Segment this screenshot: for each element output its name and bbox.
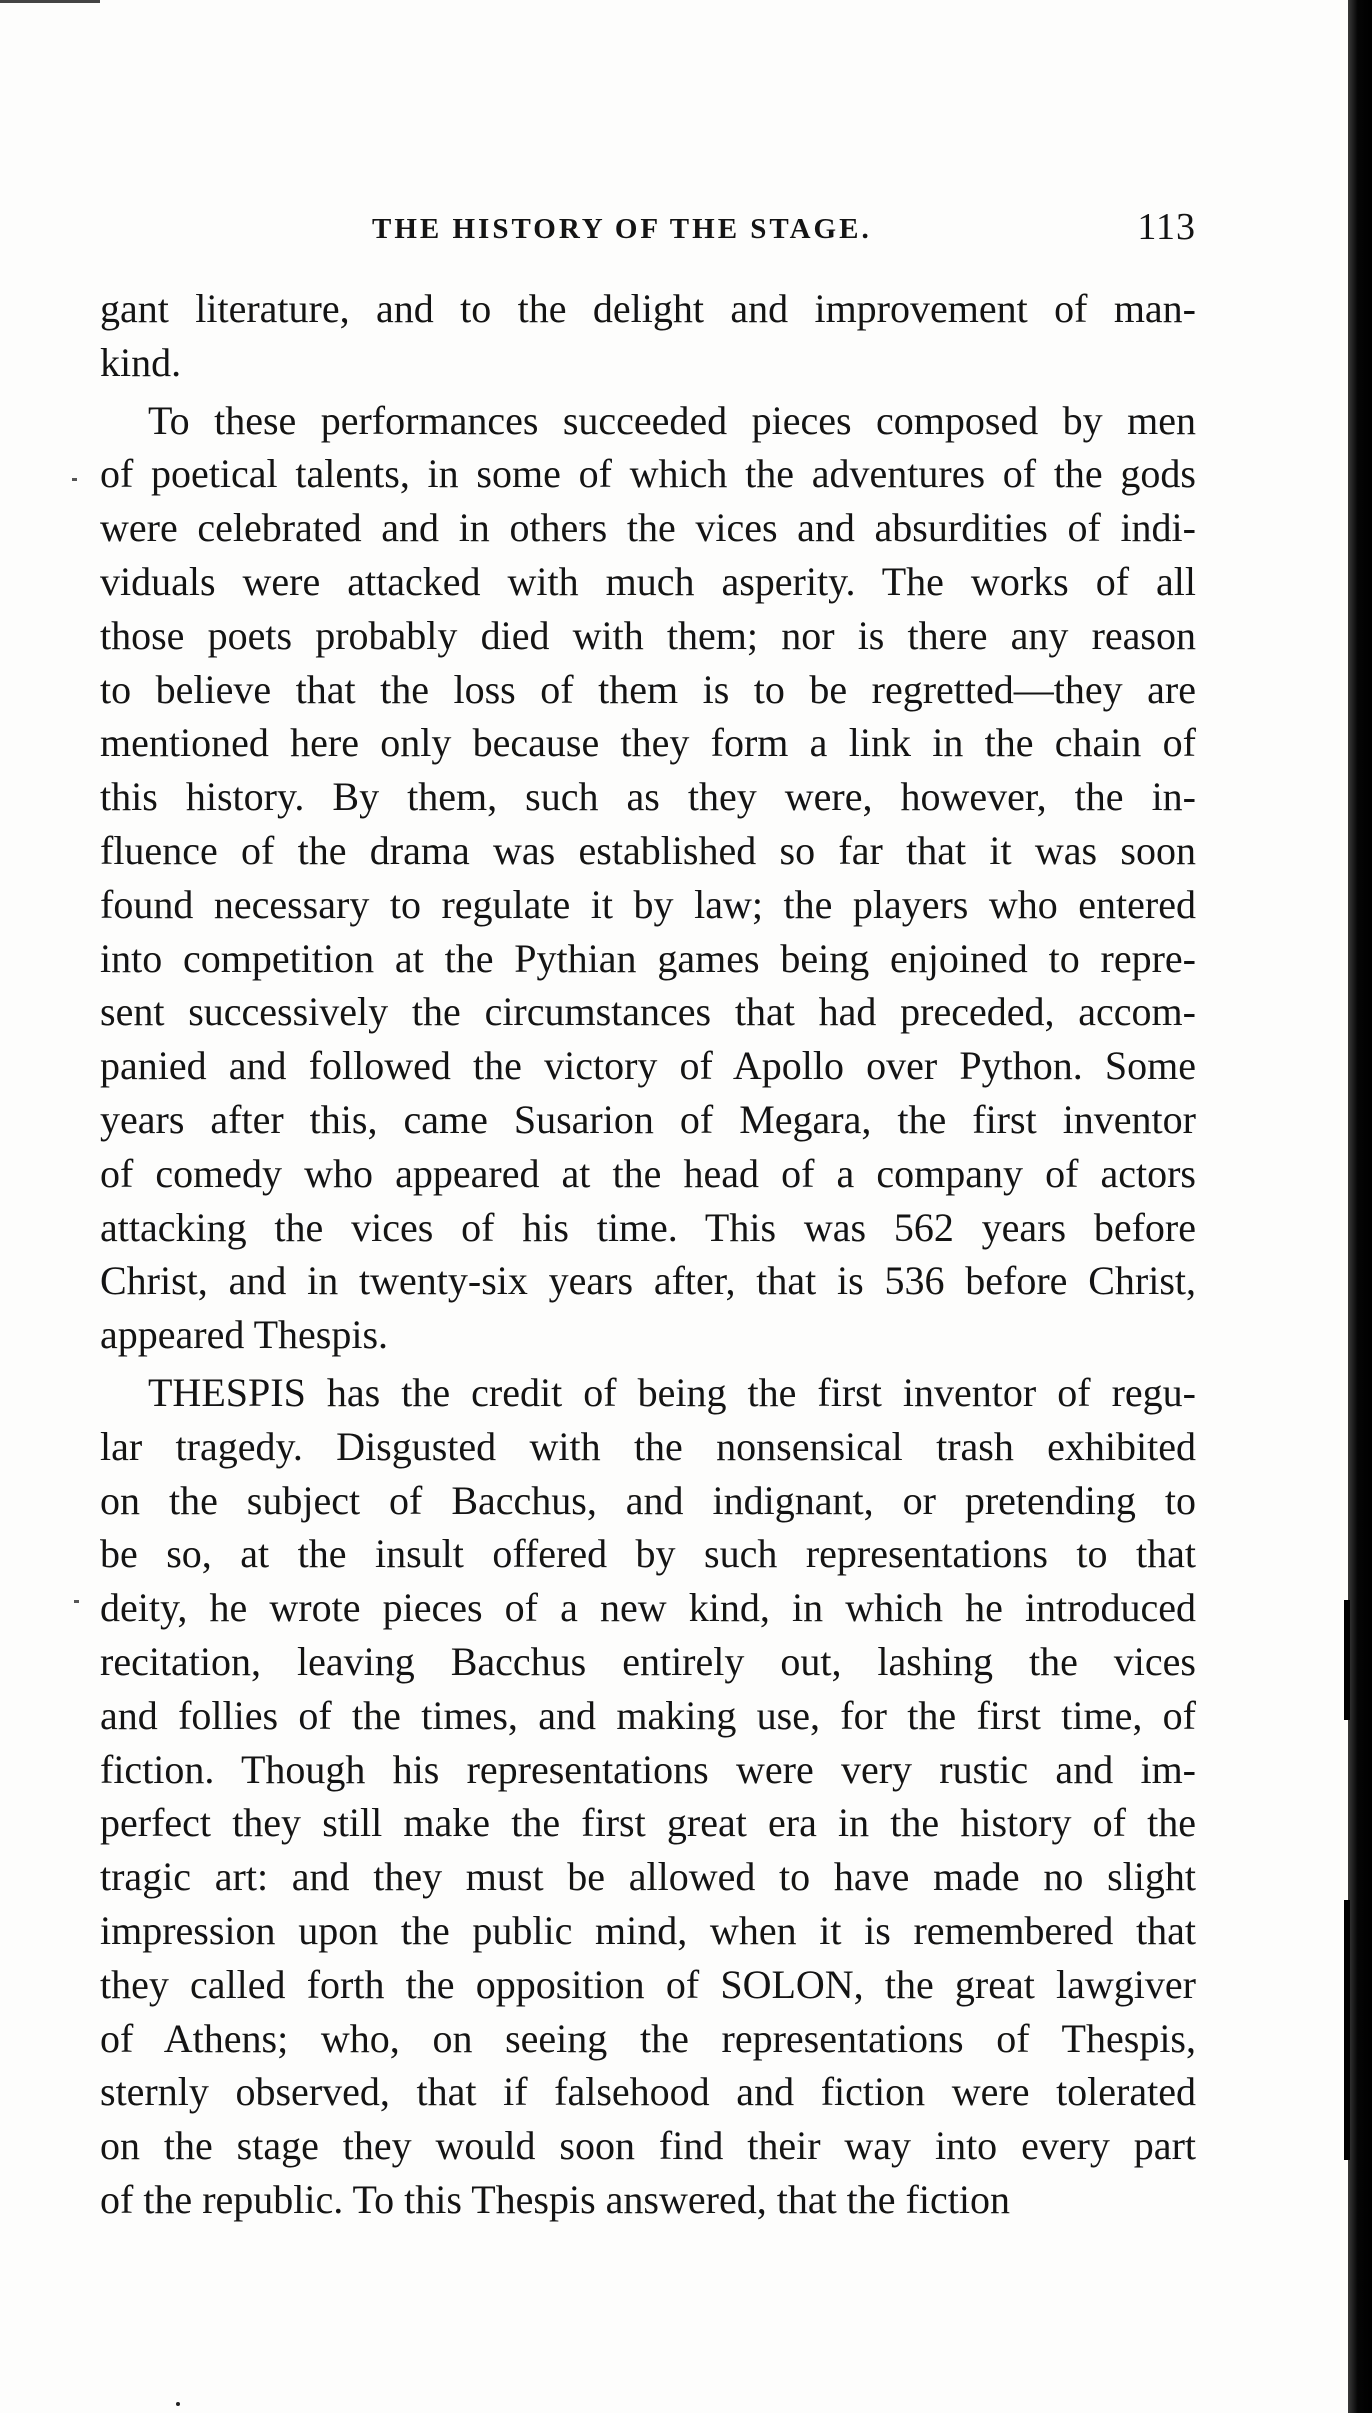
running-title: THE HISTORY OF THE STAGE. [372,213,872,245]
text-line: on the subject of Bacchus, and indignant, or pretending to [100,1477,1196,1523]
text-line: and follies of the times, and making use, for the first time, of [100,1692,1196,1738]
text-line: impression upon the public mind, when it is remembered that [100,1907,1196,1953]
text-line: mentioned here only because they form a link in the chain of [100,720,1196,766]
text-line: viduals were attacked with much asperity. The works of all [100,558,1196,604]
text-line: To these performances succeeded pieces composed by men [148,397,1196,443]
text-line: of the republic. To this Thespis answered, that the fiction [100,2176,1010,2222]
scan-edge [1348,0,1372,2413]
text-line: sternly observed, that if falsehood and fiction were tolerated [100,2069,1196,2115]
text-line: panied and followed the victory of Apollo over Python. Some [100,1043,1196,1089]
text-line: on the stage they would soon find their way into every part [100,2123,1196,2169]
text-line: kind. [100,339,182,385]
footer-speck [176,2402,180,2406]
text-line: of poetical talents, in some of which the adventures of the gods [100,451,1196,497]
margin-mark [72,478,77,481]
text-line: of comedy who appeared at the head of a company of actors [100,1150,1196,1196]
page-header [100,205,1196,255]
text-line: of Athens; who, on seeing the representations of Thespis, [100,2015,1196,2061]
text-line: perfect they still make the first great era in the history of the [100,1800,1196,1846]
text-line: fluence of the drama was established so far that it was soon [100,827,1196,873]
margin-mark [74,1600,79,1603]
body-text [100,282,1196,2227]
text-line: tragic art: and they must be allowed to have made no slight [100,1854,1196,1900]
text-line: into competition at the Pythian games being enjoined to repre- [100,935,1196,981]
text-line: found necessary to regulate it by law; the players who entered [100,881,1196,927]
text-line: lar tragedy. Disgusted with the nonsensical trash exhibited [100,1423,1196,1469]
text-line: fiction. Though his representations were very rustic and im- [100,1746,1196,1792]
scan-edge-speck [1344,1900,1350,2160]
text-line: Christ, and in twenty-six years after, that is 536 before Christ, [100,1258,1196,1304]
text-line: those poets probably died with them; nor is there any reason [100,612,1196,658]
text-line: THESPIS has the credit of being the first inventor of regu- [148,1369,1196,1415]
text-line: attacking the vices of his time. This was 562 years before [100,1204,1196,1250]
text-line: appeared Thespis. [100,1312,389,1358]
text-line: to believe that the loss of them is to be regretted—they are [100,666,1196,712]
text-line: this history. By them, such as they were, however, the in- [100,774,1196,820]
text-line: gant literature, and to the delight and improvement of man- [100,286,1196,331]
page-number: 113 [1137,206,1196,248]
text-line: they called forth the opposition of SOLON, the great lawgiver [100,1961,1196,2007]
text-line: be so, at the insult offered by such representations to that [100,1531,1196,1577]
text-line: years after this, came Susarion of Megara, the first inventor [100,1096,1196,1142]
text-line: recitation, leaving Bacchus entirely out, lashing the vices [100,1638,1196,1684]
text-line: sent successively the circumstances that had preceded, accom- [100,989,1196,1035]
text-line: were celebrated and in others the vices and absurdities of indi- [100,505,1196,551]
scan-edge-speck [1344,1600,1350,1720]
text-line: deity, he wrote pieces of a new kind, in which he introduced [100,1585,1196,1631]
scan-mark [0,0,100,3]
